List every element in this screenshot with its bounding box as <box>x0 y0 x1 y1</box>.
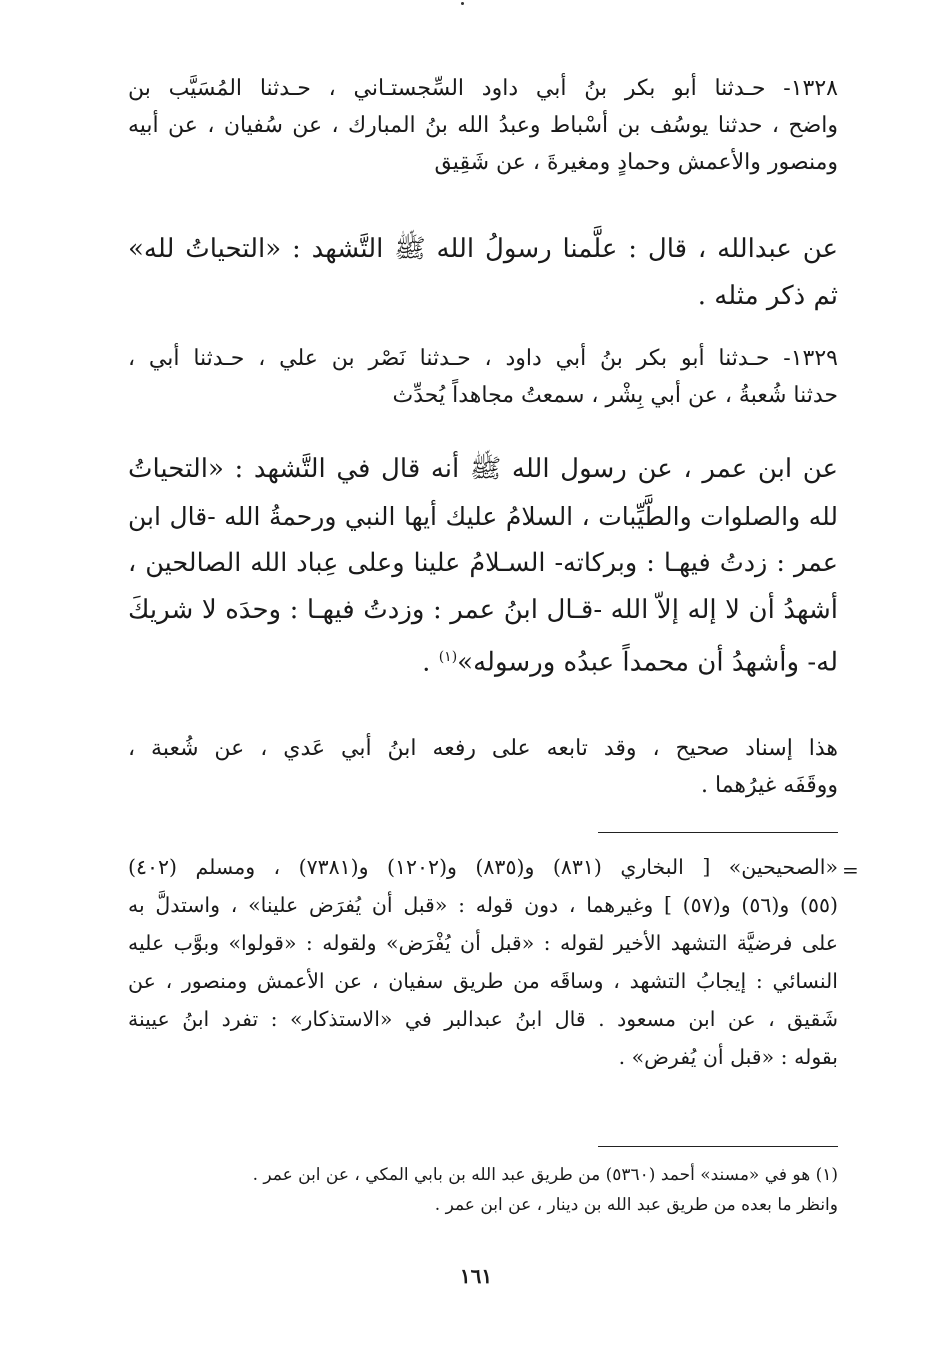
matn-line: عن ابن عمر ، عن رسول الله ﷺ أنه قال في التَّشهد : «التحياتُ <box>128 454 838 484</box>
footnotes <box>150 1160 838 1220</box>
note-line: شَقيق ، عن ابن مسعود . قال ابنُ عبدالبر في «الاستذكار» : تفرد ابنُ عيينة <box>128 1007 838 1031</box>
matn-line: عن عبدالله ، قال : علَّمنا رسولُ الله ﷺ التَّشهد : «التحياتُ لله» <box>128 234 838 264</box>
matn-text: له- وأشهدُ أن محمداً عبدُه ورسوله» <box>457 647 838 678</box>
chain-line: ١٣٢٨- حـدثنا أبو بكر بنُ أبي داود السِّجستـاني ، حـدثنا المُسَيَّب بن <box>128 76 838 101</box>
commentary-line: ووقَفَه غيرُهما . <box>701 773 838 798</box>
chain-line: ومنصور والأعمش وحمادٍ ومغيرةَ ، عن شَقِيق <box>434 150 838 175</box>
matn-line: لله والصلوات والطَّيِّبات ، السلامُ عليك أيها النبي ورحمةُ الله -قال ابن <box>128 502 838 531</box>
note-line: «الصحيحين» [ البخاري (٨٣١) و(٨٣٥) و(١٢٠٢) و(٧٣٨١) ، ومسلم (٤٠٢) <box>128 855 839 879</box>
commentary <box>128 730 838 804</box>
matn-line: أشهدُ أن لا إله إلاّ الله -قـال ابنُ عمر : وزدتُ فيهـا : وحدَه لا شريكَ <box>128 595 838 625</box>
continuation-mark: = <box>842 858 859 882</box>
note-continuation <box>128 848 838 1076</box>
hadith-1329-matn <box>128 446 838 687</box>
note-line: على فرضيَّة التشهد الأخير لقوله : «قبل أن يُفْرَض» ولقوله : «قولوا» وبوَّب عليه <box>128 931 838 955</box>
note-line: (٥٥) و(٥٦) و(٥٧) ] وغيرهما ، دون قوله : «قبل أن يُفرَض علينا» ، واستدلَّ به <box>128 893 839 917</box>
footnote-separator <box>598 1146 838 1147</box>
footnote-ref: (١) <box>438 649 458 665</box>
matn-line-final <box>128 634 838 687</box>
footnote-line: وانظر ما بعده من طريق عبد الله بن دينار ، عن ابن عمر . <box>434 1195 838 1215</box>
matn-end: . <box>422 647 439 678</box>
hadith-1329-chain <box>128 340 838 414</box>
matn-line: ثم ذكر مثله . <box>697 281 838 311</box>
top-mark <box>461 2 464 5</box>
chain-line: ١٣٢٩- حـدثنا أبو بكر بنُ أبي داود ، حـدثنا نَصْر بن علي ، حـدثنا أبي ، <box>128 346 838 371</box>
footnote-line: (١) هو في «مسند» أحمد (٥٣٦٠) من طريق عبد الله بن بابي المكي ، عن ابن عمر . <box>252 1165 838 1185</box>
note-line: بقوله : «قبل أن يُفرض» . <box>618 1045 838 1069</box>
matn-line: عمر : زدتُ فيهـا : وبركاته- السـلامُ علينا وعلى عِباد الله الصالحين ، <box>128 548 838 578</box>
page-number: ١٦١ <box>459 1264 493 1288</box>
note-separator <box>598 832 838 833</box>
commentary-line: هذا إسناد صحيح ، وقد تابعه على رفعه ابنُ أبي عَدي ، عن شُعبة ، <box>128 736 838 761</box>
chain-line: واضح ، حدثنا يوسُف بن أسْباط وعبدُ الله بنُ المبارك ، عن سُفيان ، عن أبيه <box>128 113 838 138</box>
hadith-1328-chain <box>128 70 838 181</box>
note-line: النسائي : إيجابُ التشهد ، وساقَه من طريق سفيان ، عن الأعمش ومنصور ، عن <box>128 969 838 993</box>
chain-line: حدثنا شُعبةُ ، عن أبي بِشْر ، سمعتُ مجاهداً يُحدِّث <box>392 383 838 408</box>
hadith-1328-matn <box>128 226 838 320</box>
